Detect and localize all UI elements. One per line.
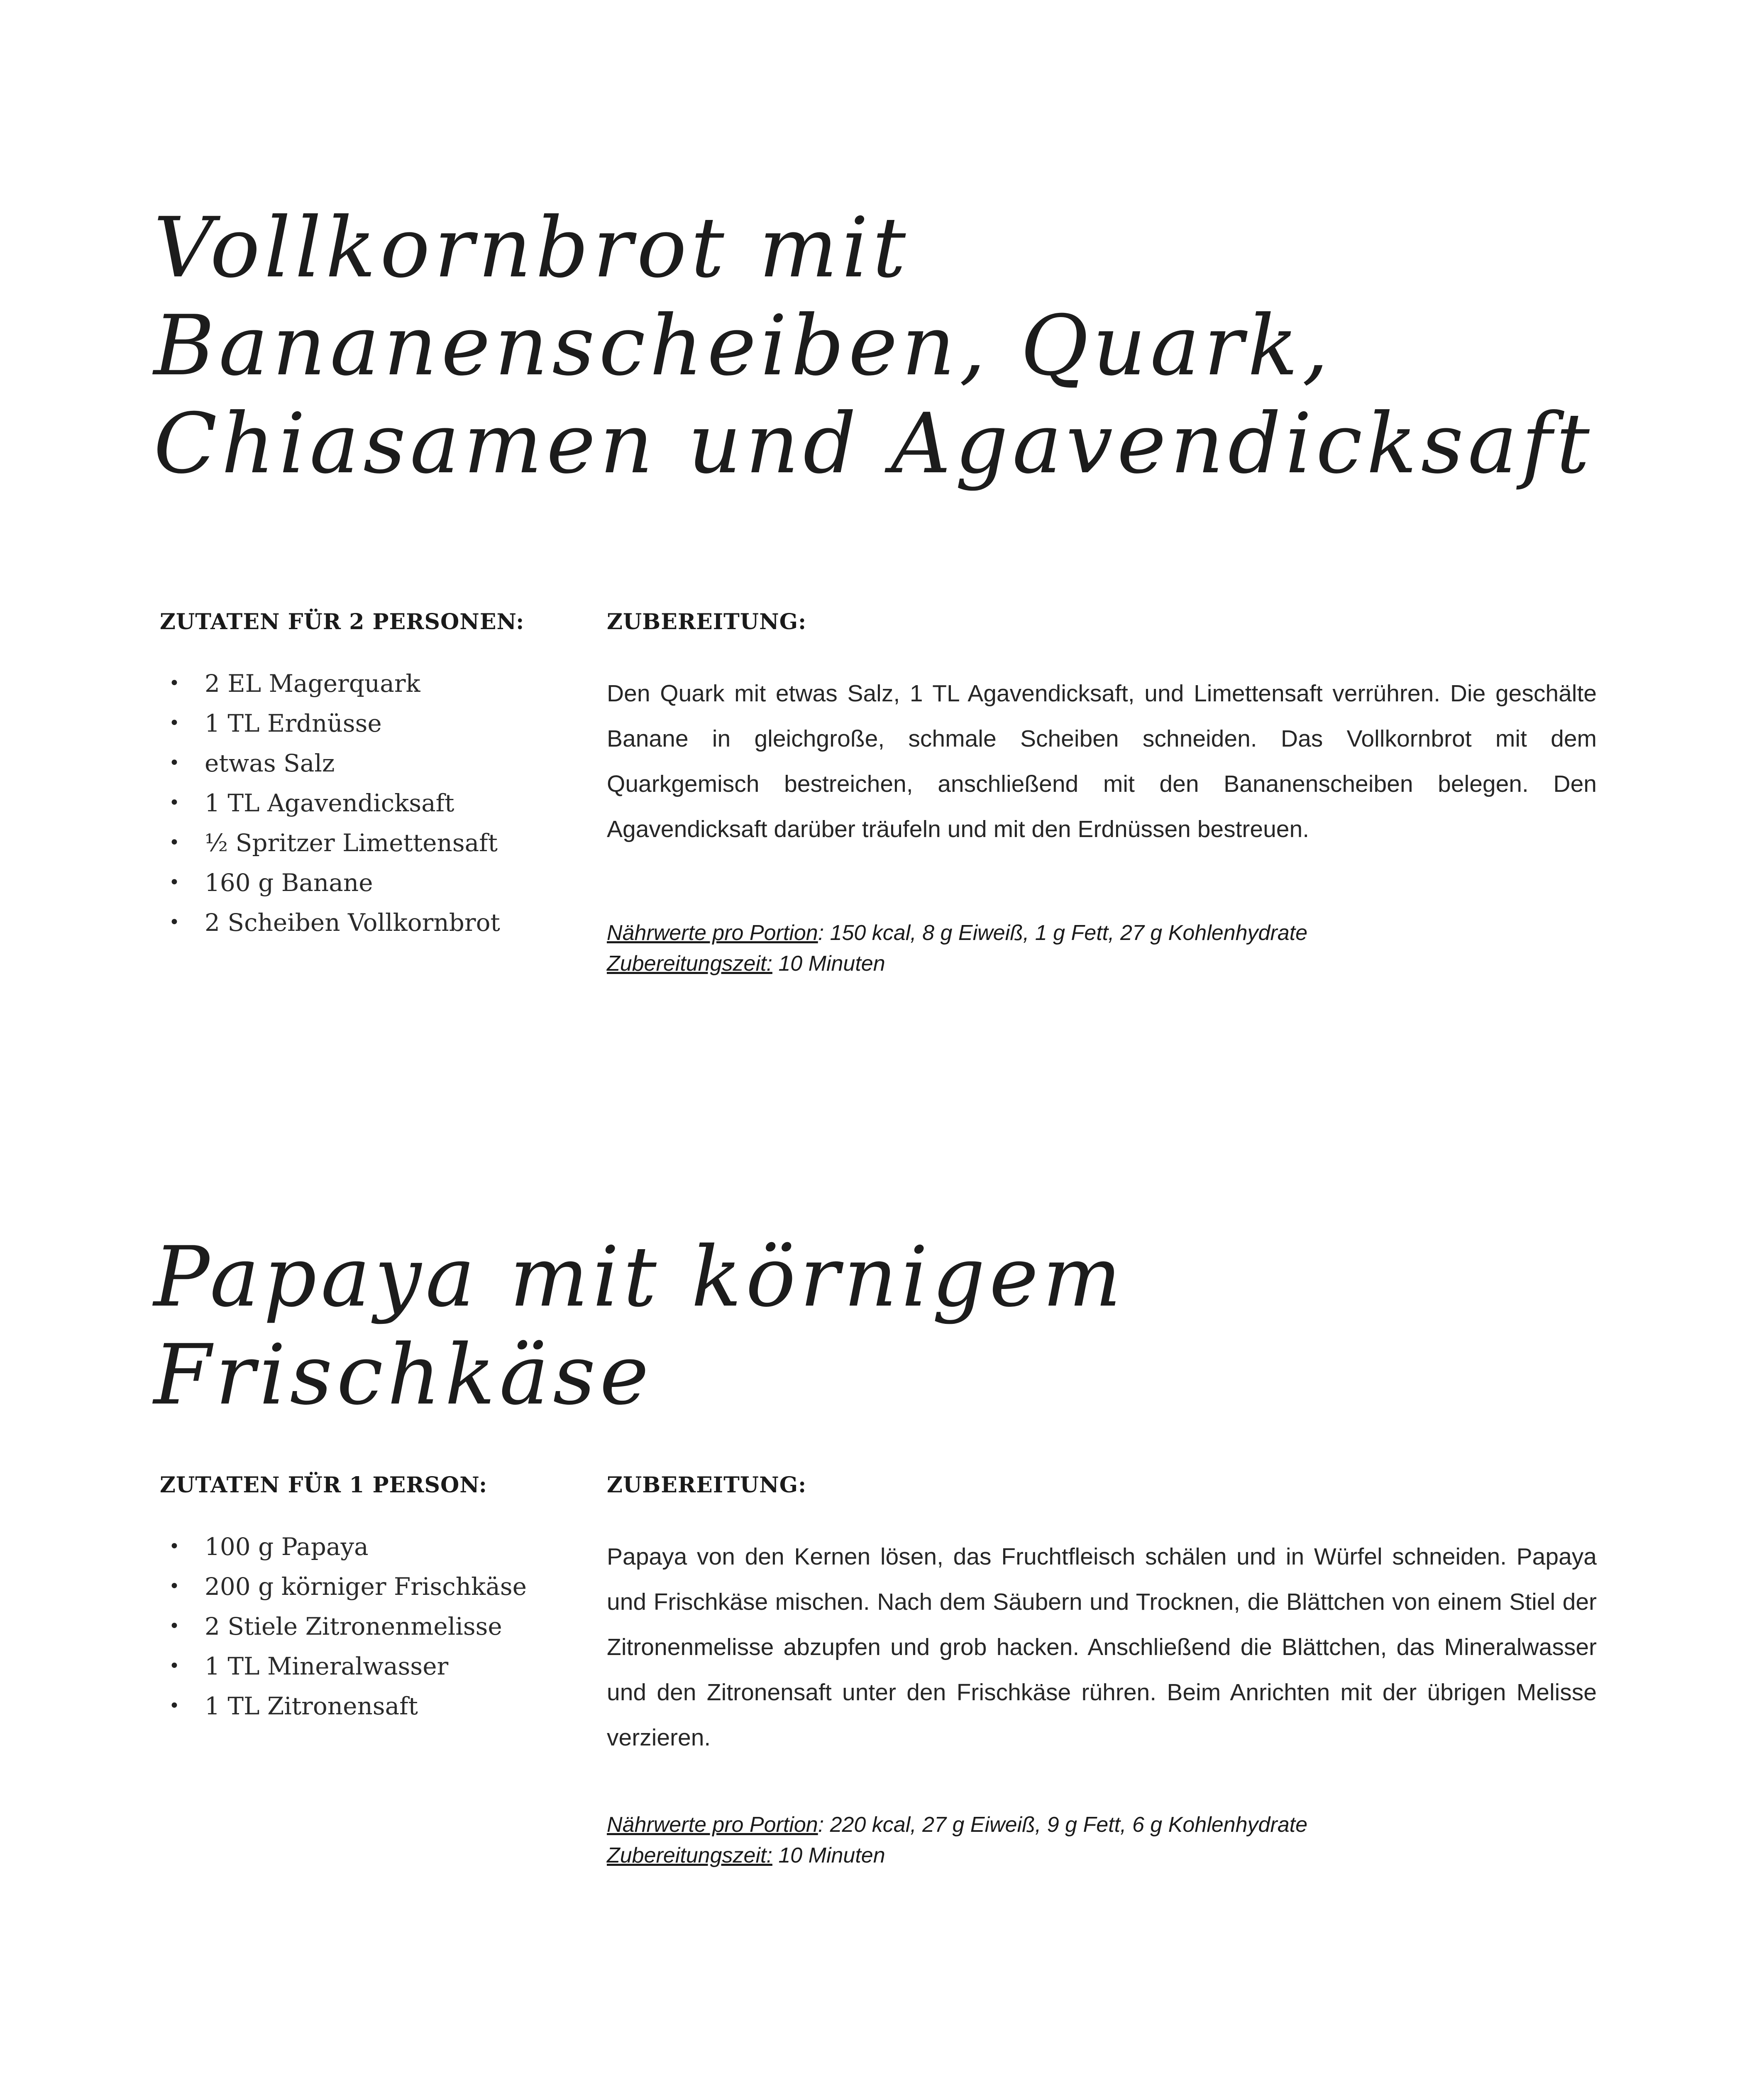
nutrition-label: Nährwerte pro Portion xyxy=(607,921,818,945)
bullet-icon: • xyxy=(169,792,180,813)
prep-time xyxy=(607,1840,1597,1871)
ingredient-text: 160 g Banane xyxy=(205,869,373,897)
ingredient-text: 1 TL Mineralwasser xyxy=(205,1652,449,1680)
list-item xyxy=(160,1567,575,1606)
preparation-heading: ZUBEREITUNG: xyxy=(607,1472,807,1498)
ingredient-text: etwas Salz xyxy=(205,749,335,777)
prep-time-label: Zubereitungszeit: xyxy=(607,1843,772,1868)
ingredient-text: 1 TL Erdnüsse xyxy=(205,709,382,737)
prep-time-label: Zubereitungszeit: xyxy=(607,952,772,976)
list-item xyxy=(160,783,575,823)
list-item xyxy=(160,1646,575,1686)
bullet-icon: • xyxy=(169,1536,180,1557)
prep-time xyxy=(607,948,1597,979)
preparation-column xyxy=(607,609,1597,979)
list-item xyxy=(160,743,575,783)
list-item xyxy=(160,903,575,942)
bullet-icon: • xyxy=(169,832,180,853)
list-item xyxy=(160,863,575,903)
ingredient-list xyxy=(160,664,575,942)
nutrition-value: : 220 kcal, 27 g Eiweiß, 9 g Fett, 6 g Kohlenhydrate xyxy=(818,1813,1308,1837)
bullet-icon: • xyxy=(169,1655,180,1677)
bullet-icon: • xyxy=(169,713,180,734)
ingredient-text: ½ Spritzer Limettensaft xyxy=(205,829,498,857)
ingredient-text: 200 g körniger Frischkäse xyxy=(205,1572,527,1601)
ingredients-column xyxy=(160,609,575,942)
ingredient-text: 2 Scheiben Vollkornbrot xyxy=(205,908,500,937)
bullet-icon: • xyxy=(169,912,180,933)
bullet-icon: • xyxy=(169,1576,180,1597)
recipe-title: Papaya mit körnigem Frischkäse xyxy=(154,1229,1126,1423)
ingredients-heading: ZUTATEN FÜR 2 PERSONEN: xyxy=(160,609,525,635)
list-item xyxy=(160,664,575,703)
list-item xyxy=(160,1686,575,1726)
preparation-text: Papaya von den Kernen lösen, das Fruchtfleisch schälen und in Würfel schneiden. Papaya und Frischkäse mischen. Nach dem Säubern und Trocknen, die Blättchen von einem Stiel der Zitronenmelisse abzupfen und grob hacken. Anschließend die Blättchen, das Mineralwasser und den Zitronensaft unter den Frischkäse rühren. Beim Anrichten mit der übrigen Melisse verzieren. xyxy=(607,1543,1597,1751)
ingredients-column xyxy=(160,1472,575,1726)
list-item xyxy=(160,1606,575,1646)
preparation-text: Den Quark mit etwas Salz, 1 TL Agavendicksaft, und Limettensaft verrühren. Die geschälte Banane in gleichgroße, schmale Scheiben schneiden. Das Vollkornbrot mit dem Quarkgemisch bestreichen, anschließend mit den Bananenscheiben belegen. Den Agavendicksaft darüber träufeln und mit den Erdnüssen bestreuen. xyxy=(607,680,1597,842)
nutrition-block xyxy=(607,918,1597,979)
ingredient-text: 1 TL Agavendicksaft xyxy=(205,789,454,817)
list-item xyxy=(160,823,575,863)
bullet-icon: • xyxy=(169,872,180,893)
ingredient-text: 100 g Papaya xyxy=(205,1533,369,1561)
prep-time-value: 10 Minuten xyxy=(772,952,885,976)
nutrition-value: : 150 kcal, 8 g Eiweiß, 1 g Fett, 27 g Kohlenhydrate xyxy=(818,921,1308,945)
prep-time-value: 10 Minuten xyxy=(772,1843,885,1868)
bullet-icon: • xyxy=(169,1695,180,1716)
nutrition-info xyxy=(607,1809,1597,1840)
list-item xyxy=(160,703,575,743)
bullet-icon: • xyxy=(169,752,180,774)
nutrition-block xyxy=(607,1809,1597,1871)
bullet-icon: • xyxy=(169,1616,180,1637)
ingredient-list xyxy=(160,1527,575,1726)
preparation-heading: ZUBEREITUNG: xyxy=(607,609,807,635)
ingredient-text: 2 EL Magerquark xyxy=(205,669,420,698)
bullet-icon: • xyxy=(169,673,180,694)
nutrition-label: Nährwerte pro Portion xyxy=(607,1813,818,1837)
ingredient-text: 1 TL Zitronensaft xyxy=(205,1692,418,1720)
nutrition-info xyxy=(607,918,1597,948)
ingredient-text: 2 Stiele Zitronenmelisse xyxy=(205,1612,502,1640)
list-item xyxy=(160,1527,575,1567)
ingredients-heading: ZUTATEN FÜR 1 PERSON: xyxy=(160,1472,488,1498)
recipe-title: Vollkornbrot mit Bananenscheiben, Quark, Chiasamen und Agavendicksaft xyxy=(154,200,1594,492)
preparation-column xyxy=(607,1472,1597,1871)
